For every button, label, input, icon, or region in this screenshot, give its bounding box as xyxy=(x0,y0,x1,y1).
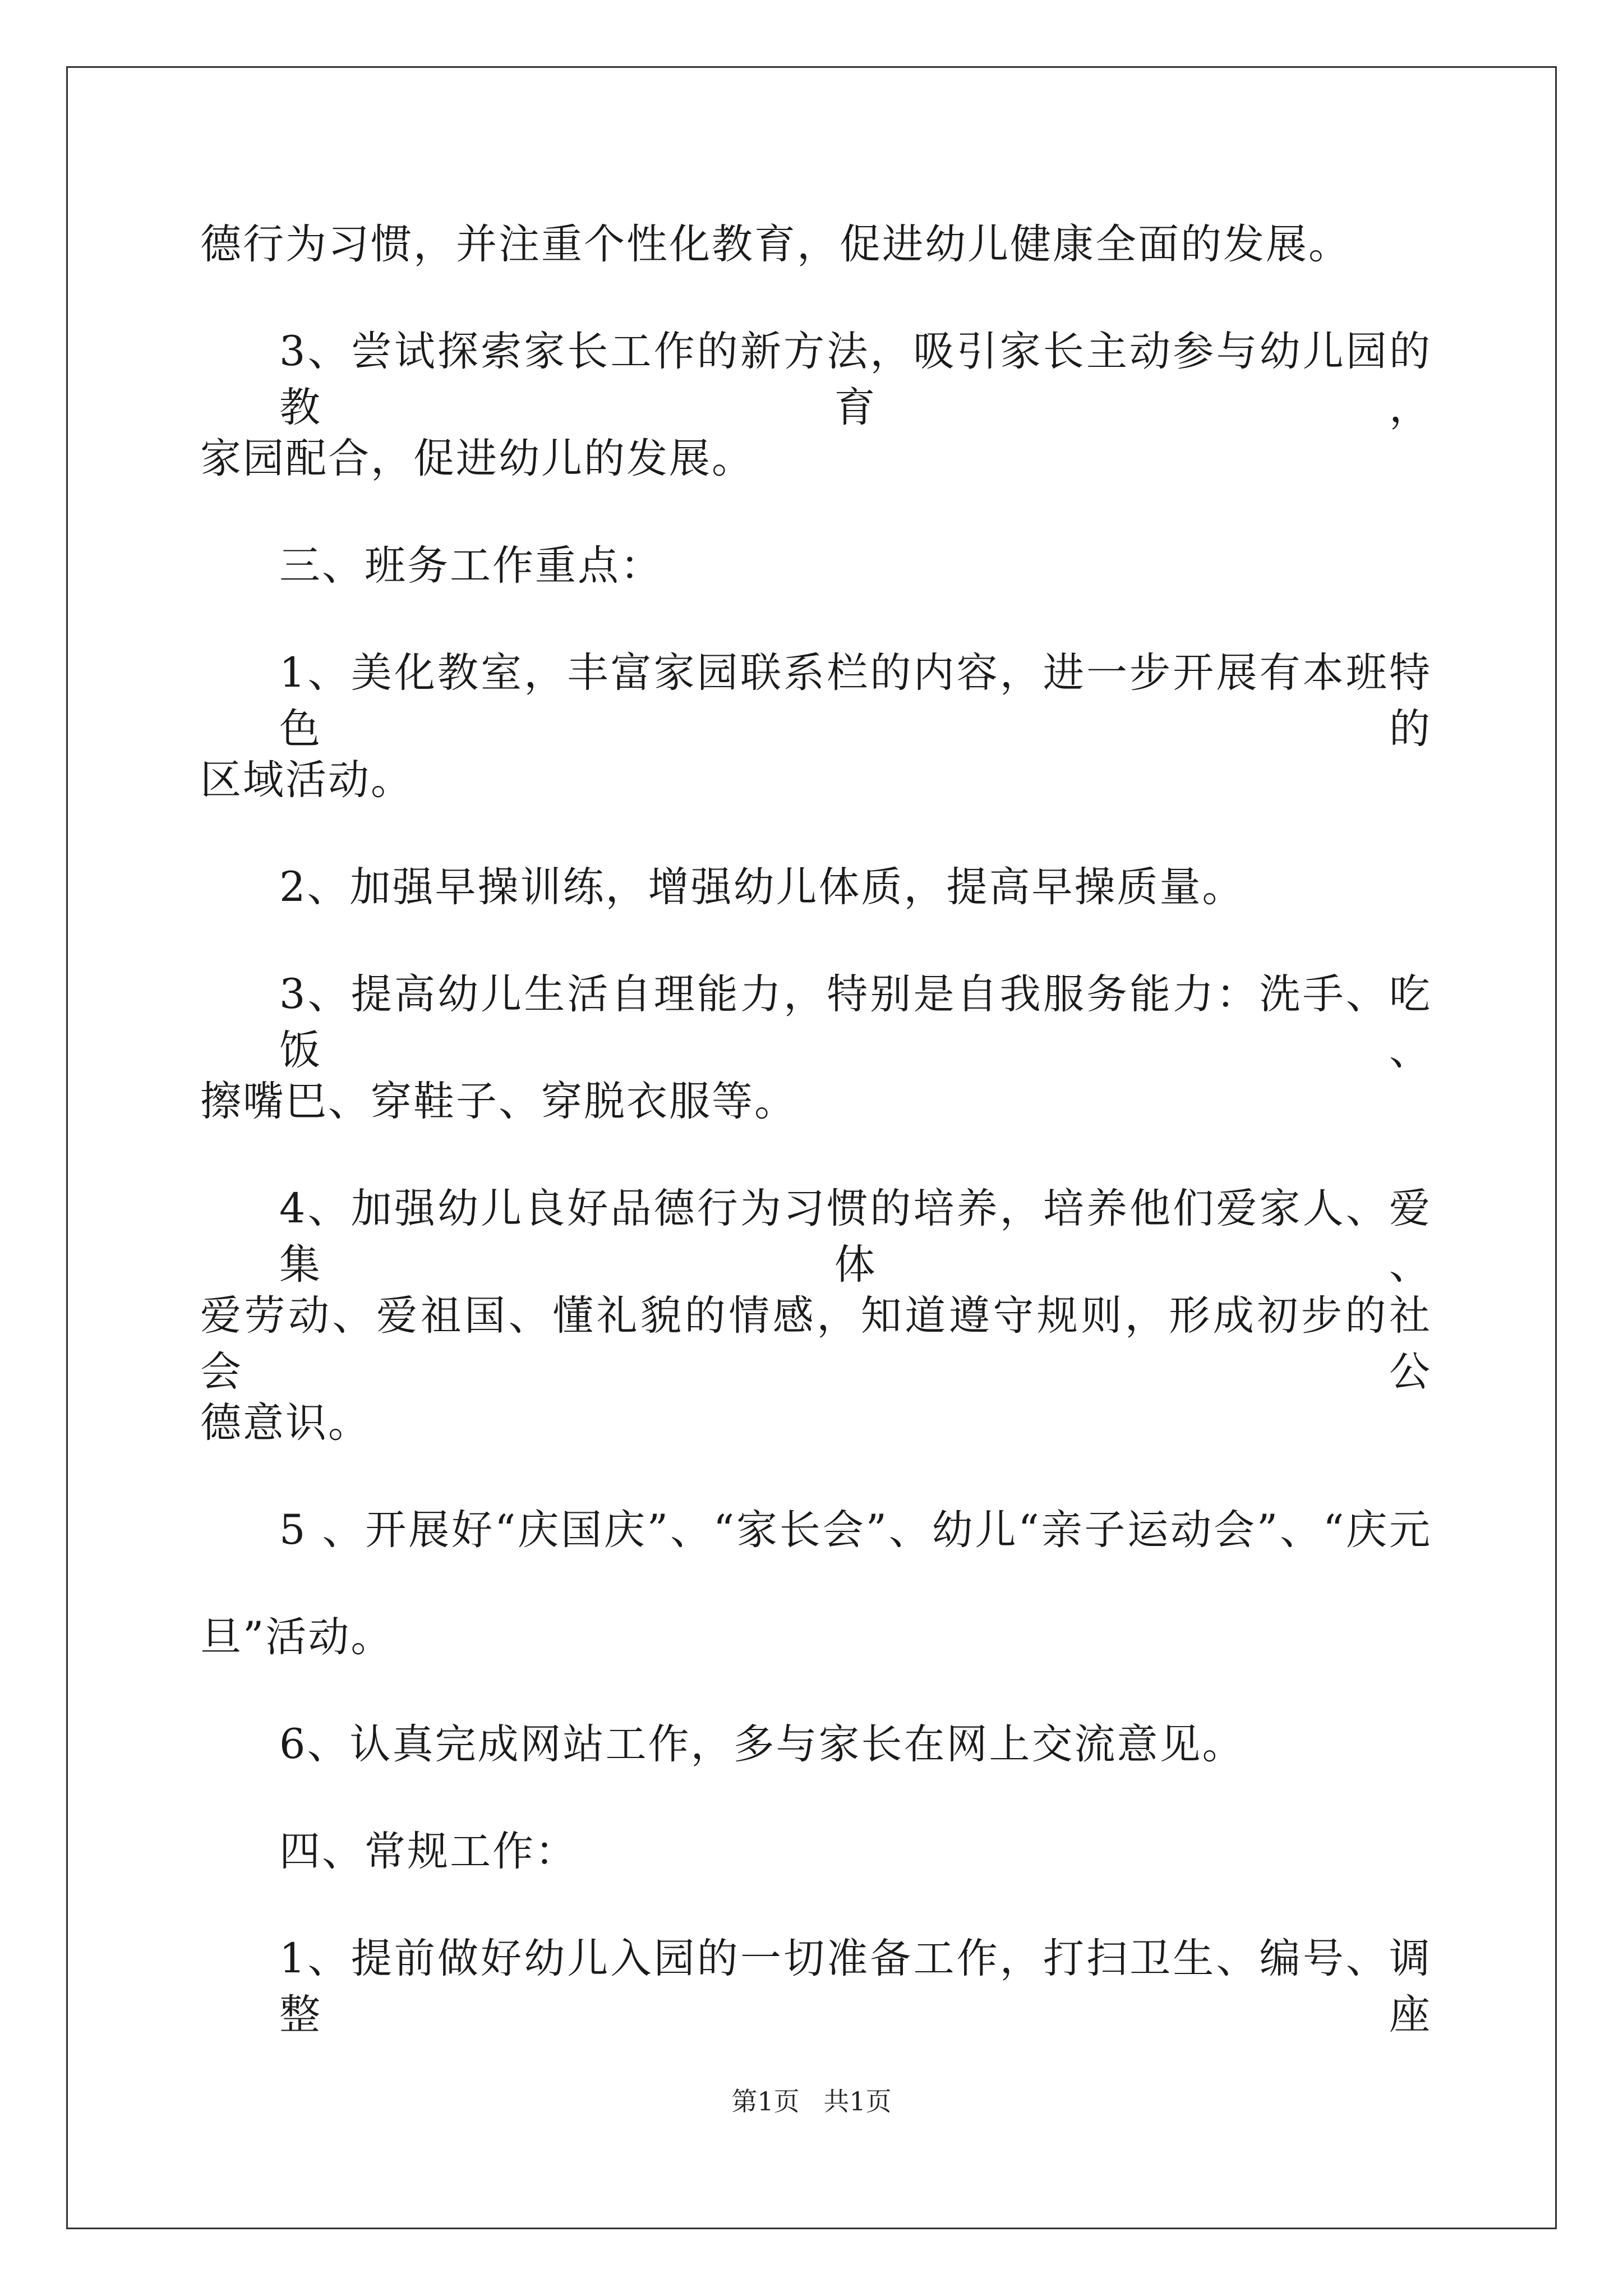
text-line: 德意识。 xyxy=(200,1399,371,1447)
text-line: 4、加强幼儿良好品德行为习惯的培养，培养他们爱家人、爱集体、 xyxy=(279,1185,1432,1289)
page-total: 共1页 xyxy=(823,2086,892,2116)
section-heading: 三、班务工作重点： xyxy=(279,542,663,590)
text-line: 1、提前做好幼儿入园的一切准备工作，打扫卫生、编号、调整座 xyxy=(279,1935,1432,2039)
text-line: 擦嘴巴、穿鞋子、穿脱衣服等。 xyxy=(200,1078,797,1125)
text-line: 爱劳动、爱祖国、懂礼貌的情感，知道遵守规则，形成初步的社会公 xyxy=(200,1292,1432,1396)
text-line: 区域活动。 xyxy=(200,756,413,804)
page-footer xyxy=(0,2085,1623,2118)
text-line: 3、提高幼儿生活自理能力，特别是自我服务能力：洗手、吃饭、 xyxy=(279,970,1432,1074)
text-line: 家园配合，促进幼儿的发展。 xyxy=(200,435,754,482)
text-line: 旦”活动。 xyxy=(200,1613,394,1661)
text-line: 6、认真完成网站工作，多与家长在网上交流意见。 xyxy=(279,1720,1245,1768)
text-line: 5 、开展好“庆国庆”、“家长会”、幼儿“亲子运动会”、“庆元 xyxy=(279,1506,1432,1554)
section-heading: 四、常规工作： xyxy=(279,1828,578,1875)
page-current: 第1页 xyxy=(731,2086,800,2116)
text-line: 2、加强早操训练，增强幼儿体质，提高早操质量。 xyxy=(279,863,1245,911)
text-line: 3、尝试探索家长工作的新方法，吸引家长主动参与幼儿园的教育， xyxy=(279,328,1432,431)
text-line: 1、美化教室，丰富家园联系栏的内容，进一步开展有本班特色的 xyxy=(279,649,1432,753)
text-line: 德行为习惯，并注重个性化教育，促进幼儿健康全面的发展。 xyxy=(200,220,1351,268)
